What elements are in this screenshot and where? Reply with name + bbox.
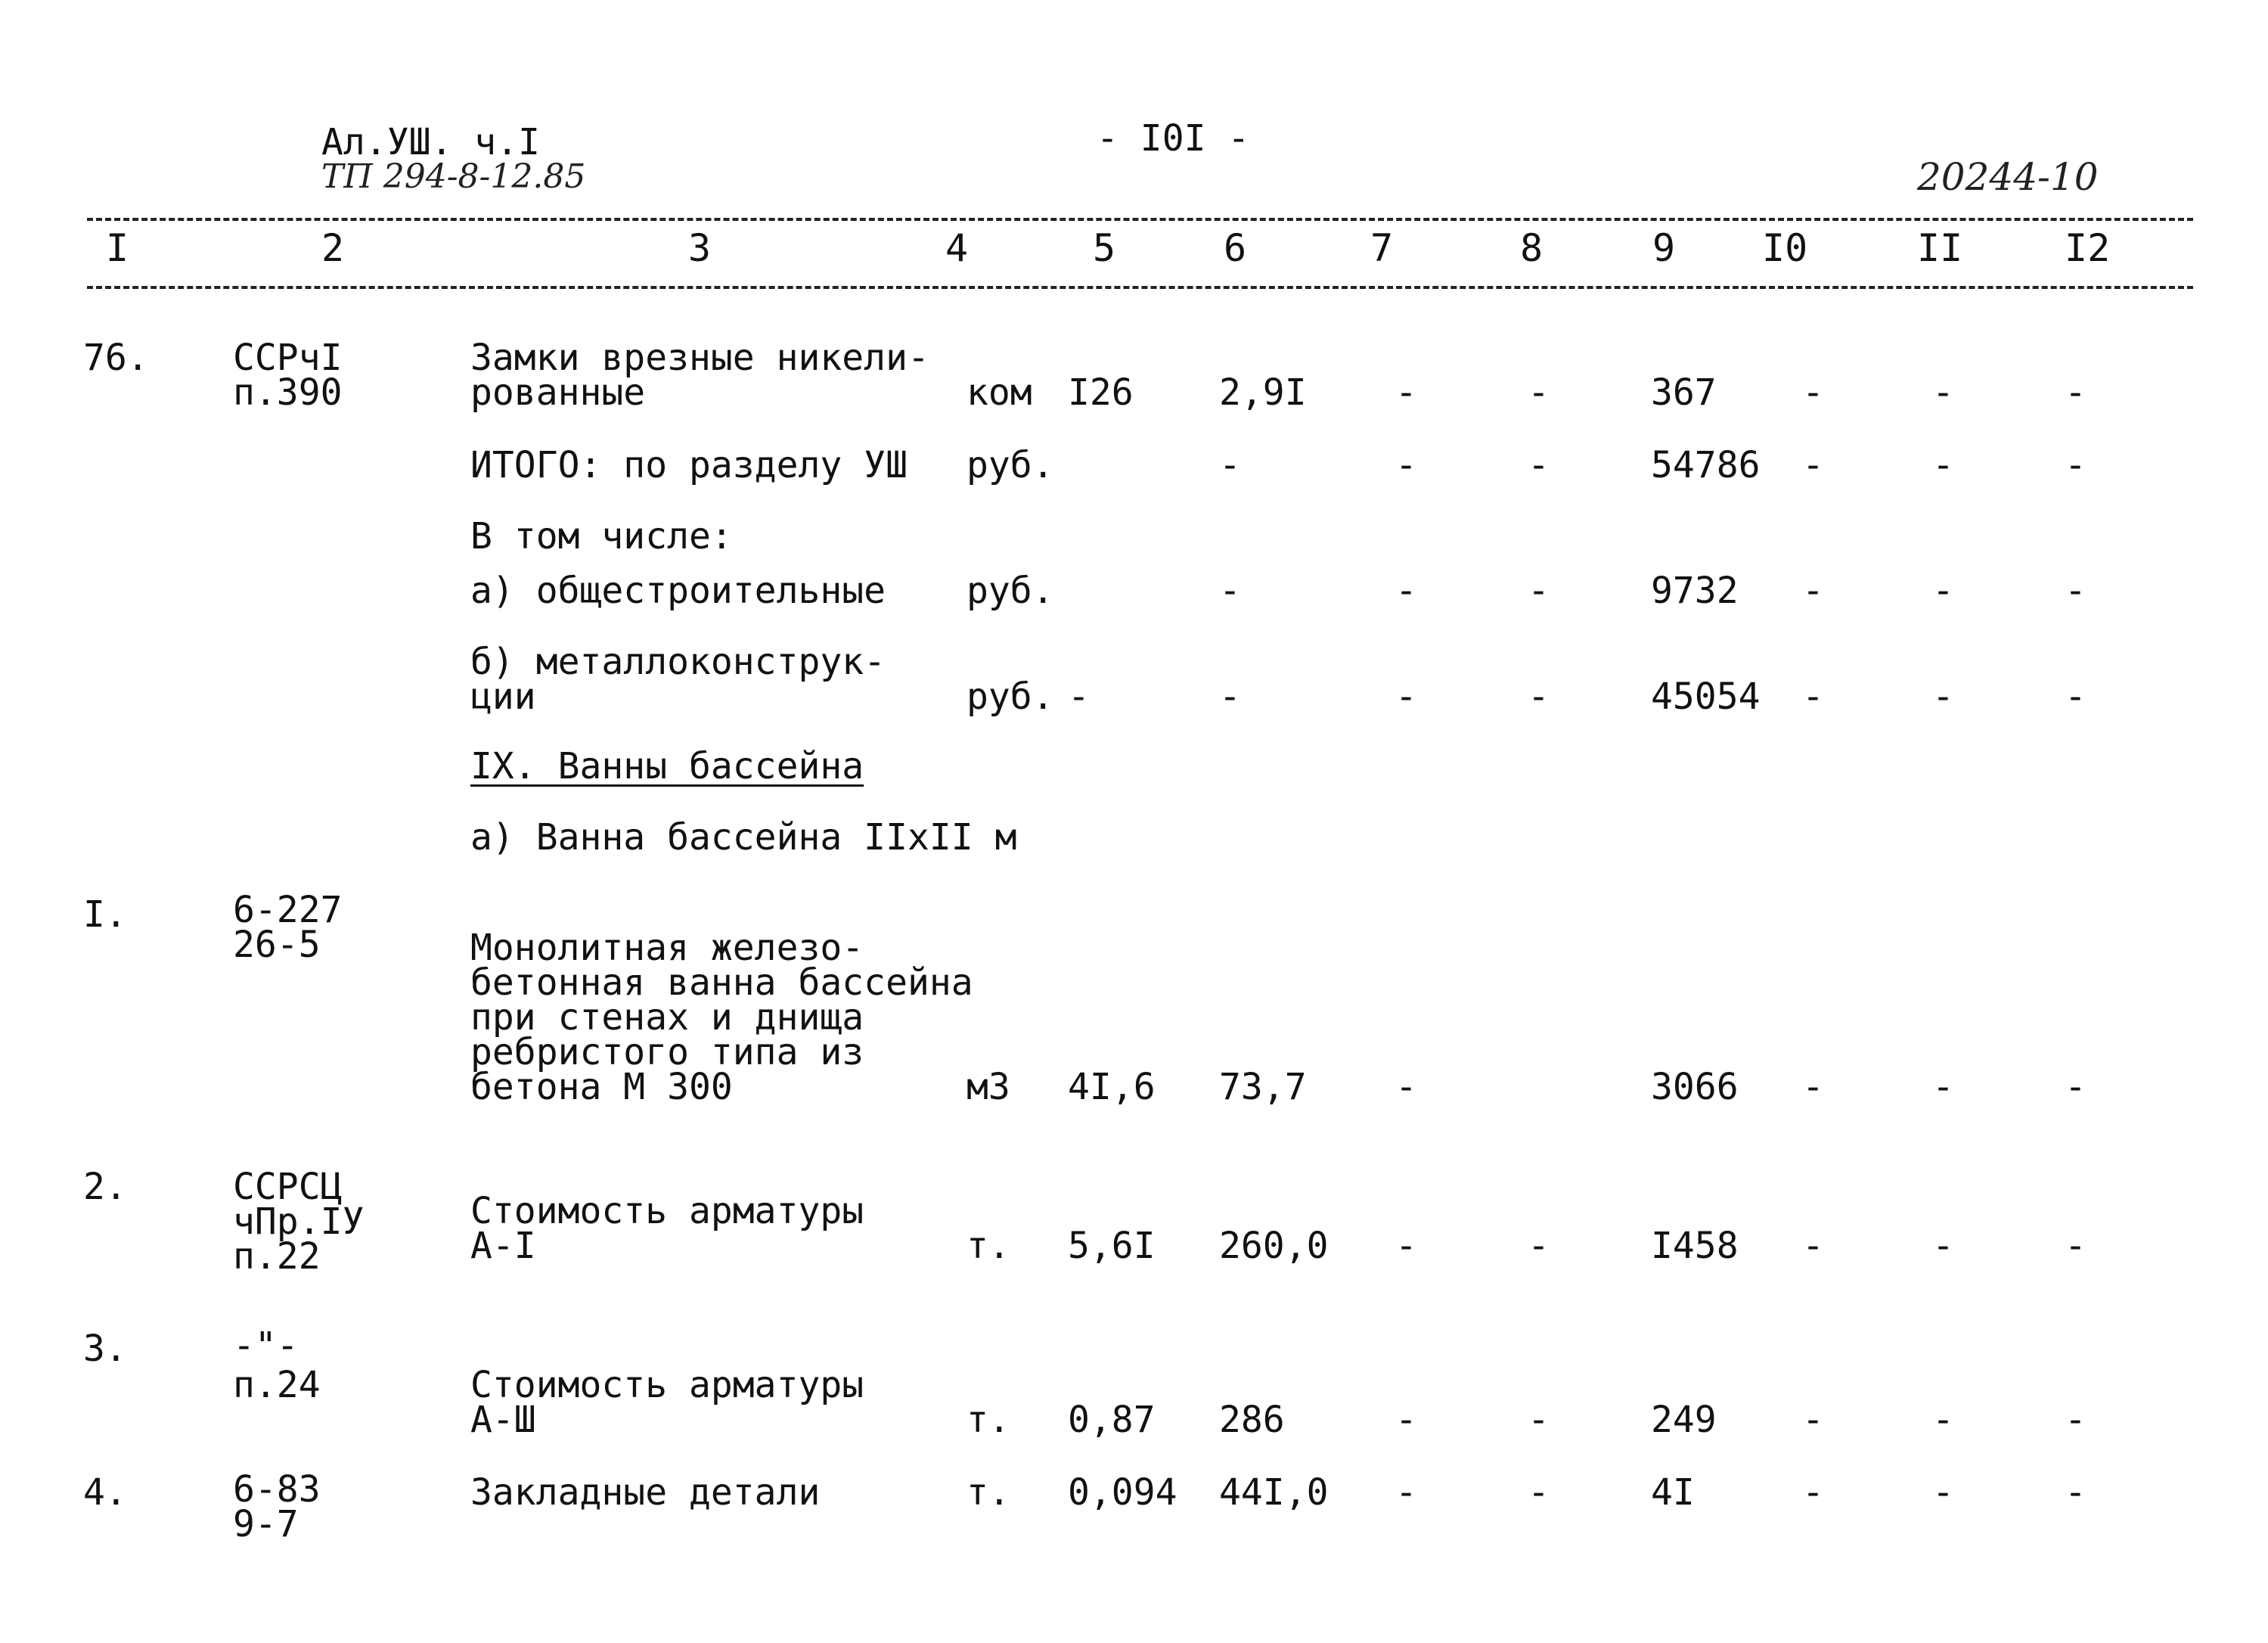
- unit-cell: т.: [966, 1471, 1010, 1514]
- quantity-cell: 0,87: [1068, 1399, 1156, 1441]
- total-cell: 249: [1651, 1399, 1717, 1441]
- col7-cell: -: [1395, 1471, 1417, 1514]
- code-line: п.390: [233, 371, 343, 414]
- description-line: бетонная ванна бассейна: [470, 961, 973, 1004]
- col8-cell: -: [1528, 676, 1550, 718]
- project-code: ТП 294-8-12.85: [321, 157, 586, 196]
- code-line: ССРСЦ: [233, 1166, 343, 1208]
- code-line: 9-7: [233, 1503, 299, 1545]
- col12-cell: -: [2065, 1399, 2086, 1441]
- col7-cell: -: [1395, 1066, 1417, 1108]
- col-header-11: II: [1917, 226, 1963, 270]
- col8-cell: -: [1528, 444, 1550, 486]
- unit-cell: т.: [966, 1399, 1010, 1441]
- description-line: Замки врезные никели-: [470, 337, 929, 379]
- header-bottom-rule: [87, 286, 2193, 289]
- document-reference: Ал.УШ. ч.I: [321, 121, 540, 163]
- row-number: 76.: [83, 337, 149, 379]
- col10-cell: -: [1802, 1066, 1824, 1108]
- description-line: Монолитная железо-: [470, 927, 864, 969]
- row-number: 4.: [83, 1471, 127, 1514]
- col11-cell: -: [1932, 676, 1954, 718]
- col-header-1: I: [106, 226, 129, 270]
- col8-cell: -: [1528, 1471, 1550, 1514]
- row-number: 3.: [83, 1328, 127, 1370]
- subsection-title: а) Ванна бассейна IIхII м: [470, 816, 1017, 859]
- col12-cell: -: [2065, 1066, 2086, 1108]
- code-line: ССРчI: [233, 337, 343, 379]
- price-cell: -: [1219, 444, 1241, 486]
- row-number: 2.: [83, 1166, 127, 1208]
- col12-cell: -: [2065, 570, 2086, 612]
- col11-cell: -: [1932, 371, 1954, 414]
- quantity-cell: I26: [1068, 371, 1134, 414]
- col-header-8: 8: [1520, 226, 1544, 270]
- col7-cell: -: [1395, 444, 1417, 486]
- total-cell: 45054: [1651, 676, 1761, 718]
- total-cell: 367: [1651, 371, 1717, 414]
- price-cell: 286: [1219, 1399, 1285, 1441]
- code-line: 6-83: [233, 1468, 321, 1511]
- unit-cell: руб.: [966, 444, 1054, 486]
- total-cell: 3066: [1651, 1066, 1739, 1108]
- description-line: ции: [470, 676, 536, 718]
- col-header-10: I0: [1762, 226, 1808, 270]
- description-line: а) общестроительные: [470, 570, 886, 612]
- description-line: А-I: [470, 1225, 536, 1267]
- unit-cell: м3: [966, 1066, 1010, 1108]
- description-line: бетона М 300: [470, 1066, 733, 1108]
- total-cell: 9732: [1651, 570, 1739, 612]
- col-header-2: 2: [321, 226, 345, 270]
- col7-cell: -: [1395, 1225, 1417, 1267]
- code-line: п.24: [233, 1364, 321, 1406]
- code-line: 6-227: [233, 889, 343, 931]
- total-cell: 4I: [1651, 1471, 1695, 1514]
- total-cell: 54786: [1651, 444, 1761, 486]
- col10-cell: -: [1802, 570, 1824, 612]
- col-header-12: I2: [2065, 226, 2111, 270]
- col12-cell: -: [2065, 676, 2086, 718]
- col-header-6: 6: [1224, 226, 1247, 270]
- quantity-cell: -: [1068, 676, 1090, 718]
- code-line: чПр.IУ: [233, 1200, 365, 1243]
- col12-cell: -: [2065, 444, 2086, 486]
- price-cell: 73,7: [1219, 1066, 1307, 1108]
- price-cell: -: [1219, 570, 1241, 612]
- col11-cell: -: [1932, 444, 1954, 486]
- description-line: рованные: [470, 371, 646, 414]
- description-line: при стенах и днища: [470, 996, 864, 1039]
- col7-cell: -: [1395, 570, 1417, 612]
- col-header-7: 7: [1370, 226, 1394, 270]
- header-top-rule: [87, 218, 2193, 221]
- quantity-cell: 4I,6: [1068, 1066, 1156, 1108]
- col-header-9: 9: [1652, 226, 1676, 270]
- col11-cell: -: [1932, 570, 1954, 612]
- total-cell: I458: [1651, 1225, 1739, 1267]
- description-line: ИТОГО: по разделу УШ: [470, 444, 908, 486]
- col-header-5: 5: [1093, 226, 1116, 270]
- col10-cell: -: [1802, 1399, 1824, 1441]
- col7-cell: -: [1395, 371, 1417, 414]
- col12-cell: -: [2065, 371, 2086, 414]
- col12-cell: -: [2065, 1225, 2086, 1267]
- page-number: - I0I -: [1097, 117, 1250, 160]
- price-cell: -: [1219, 676, 1241, 718]
- col8-cell: -: [1528, 570, 1550, 612]
- col11-cell: -: [1932, 1399, 1954, 1441]
- description-line: Стоимость арматуры: [470, 1364, 864, 1406]
- description-line: Стоимость арматуры: [470, 1190, 864, 1232]
- col10-cell: -: [1802, 1471, 1824, 1514]
- description-line: б) металлоконструк-: [470, 641, 886, 683]
- col7-cell: -: [1395, 676, 1417, 718]
- col11-cell: -: [1932, 1066, 1954, 1108]
- code-line: п.22: [233, 1235, 321, 1278]
- col-header-4: 4: [945, 226, 969, 270]
- col8-cell: -: [1528, 1399, 1550, 1441]
- col11-cell: -: [1932, 1225, 1954, 1267]
- price-cell: 260,0: [1219, 1225, 1329, 1267]
- col12-cell: -: [2065, 1471, 2086, 1514]
- unit-cell: руб.: [966, 676, 1054, 718]
- description-line: А-Ш: [470, 1399, 536, 1441]
- unit-cell: руб.: [966, 570, 1054, 612]
- col7-cell: -: [1395, 1399, 1417, 1441]
- col10-cell: -: [1802, 371, 1824, 414]
- code-line: 26-5: [233, 924, 321, 966]
- row-number: I.: [83, 893, 127, 936]
- section-title: IХ. Ванны бассейна: [470, 745, 864, 787]
- quantity-cell: 0,094: [1068, 1471, 1177, 1514]
- description-line: Закладные детали: [470, 1471, 821, 1514]
- col8-cell: -: [1528, 371, 1550, 414]
- code-line: -"-: [233, 1325, 299, 1367]
- col8-cell: -: [1528, 1225, 1550, 1267]
- quantity-cell: 5,6I: [1068, 1225, 1156, 1267]
- unit-cell: т.: [966, 1225, 1010, 1267]
- unit-cell: ком: [966, 371, 1032, 414]
- price-cell: 44I,0: [1219, 1471, 1329, 1514]
- price-cell: 2,9I: [1219, 371, 1307, 414]
- description-line: ребристого типа из: [470, 1031, 864, 1073]
- col10-cell: -: [1802, 1225, 1824, 1267]
- including-label: В том числе:: [470, 515, 733, 558]
- col-header-3: 3: [688, 226, 712, 270]
- sheet-code: 20244-10: [1917, 155, 2099, 199]
- col10-cell: -: [1802, 676, 1824, 718]
- col10-cell: -: [1802, 444, 1824, 486]
- col11-cell: -: [1932, 1471, 1954, 1514]
